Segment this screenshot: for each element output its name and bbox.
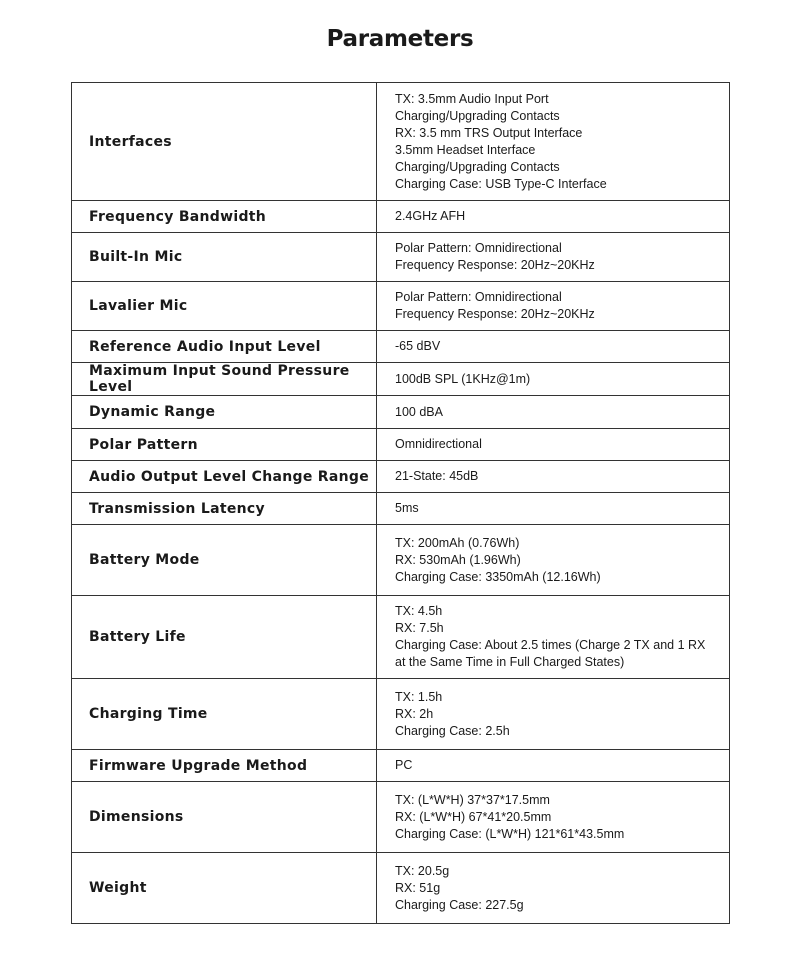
parameter-name: Frequency Bandwidth [72,201,377,233]
parameter-value [377,363,730,396]
parameter-name: Firmware Upgrade Method [72,750,377,782]
parameter-name: Charging Time [72,679,377,750]
parameters-table-body [72,83,730,924]
parameter-name: Weight [72,853,377,924]
parameter-value-line: Charging/Upgrading Contacts [395,108,560,123]
parameter-value-line: Charging Case: (L*W*H) 121*61*43.5mm [395,826,625,841]
parameter-name: Built-In Mic [72,233,377,282]
parameter-value-line: TX: 200mAh (0.76Wh) [395,535,520,550]
parameter-value-line: Charging Case: About 2.5 times (Charge 2 TX and 1 RX at the Same Time in Full Charged States) [395,638,706,669]
parameter-value-line: TX: (L*W*H) 37*37*17.5mm [395,792,550,807]
table-row [72,493,730,525]
parameter-value-line: RX: 51g [395,880,441,895]
parameter-value-line: -65 dBV [395,339,441,353]
parameter-name: Audio Output Level Change Range [72,461,377,493]
parameter-value-line: Charging Case: 3350mAh (12.16Wh) [395,569,601,584]
parameter-value-line: RX: 530mAh (1.96Wh) [395,552,521,567]
parameter-value-line: TX: 3.5mm Audio Input Port [395,91,549,106]
table-row [72,461,730,493]
parameters-table [71,82,730,924]
table-row [72,363,730,396]
parameter-value [377,83,730,201]
parameter-value-line: TX: 20.5g [395,863,450,878]
parameter-value-line: Charging Case: USB Type-C Interface [395,176,607,191]
table-row [72,782,730,853]
parameter-value-line: 3.5mm Headset Interface [395,142,536,157]
table-row [72,396,730,429]
parameter-value [377,782,730,853]
parameter-value-line: 100 dBA [395,404,443,419]
parameter-value-line: TX: 4.5h [395,604,443,618]
parameter-value [377,331,730,363]
page-title: Parameters [326,26,474,52]
parameter-value-line: RX: (L*W*H) 67*41*20.5mm [395,809,552,824]
parameter-value-line: RX: 3.5 mm TRS Output Interface [395,125,583,140]
table-row [72,282,730,331]
table-row [72,429,730,461]
parameter-value [377,750,730,782]
parameter-value [377,853,730,924]
table-row [72,201,730,233]
parameter-name: Dimensions [72,782,377,853]
table-row [72,331,730,363]
parameter-name: Maximum Input Sound Pressure Level [72,363,377,396]
parameter-value-line: 5ms [395,501,419,515]
parameter-value [377,596,730,679]
parameter-name: Polar Pattern [72,429,377,461]
parameter-value [377,396,730,429]
parameter-value [377,429,730,461]
parameter-value [377,525,730,596]
parameter-value-line: Polar Pattern: Omnidirectional [395,241,562,255]
parameter-value [377,233,730,282]
parameter-value [377,493,730,525]
parameter-value-line: Polar Pattern: Omnidirectional [395,290,562,304]
table-row [72,596,730,679]
table-row [72,525,730,596]
parameter-value-line: 21-State: 45dB [395,469,479,483]
parameter-name: Transmission Latency [72,493,377,525]
parameter-value-line: TX: 1.5h [395,689,443,704]
parameter-value [377,461,730,493]
parameter-value-line: Charging Case: 227.5g [395,897,524,912]
parameter-value-line: PC [395,758,413,772]
parameter-name: Dynamic Range [72,396,377,429]
parameter-value-line: Frequency Response: 20Hz~20KHz [395,307,595,321]
parameter-value-line: Omnidirectional [395,437,482,451]
parameter-value-line: Charging Case: 2.5h [395,723,510,738]
parameter-value-line: 2.4GHz AFH [395,209,466,223]
parameter-value-line: Frequency Response: 20Hz~20KHz [395,258,595,272]
parameter-name: Reference Audio Input Level [72,331,377,363]
table-row [72,233,730,282]
table-row [72,83,730,201]
parameter-name: Interfaces [72,83,377,201]
parameter-value [377,201,730,233]
parameter-name: Battery Mode [72,525,377,596]
table-row [72,679,730,750]
parameter-value [377,679,730,750]
parameter-value [377,282,730,331]
parameter-value-line: RX: 7.5h [395,621,444,635]
parameter-value-line: RX: 2h [395,706,434,721]
table-row [72,750,730,782]
parameter-value-line: Charging/Upgrading Contacts [395,159,560,174]
parameter-name: Lavalier Mic [72,282,377,331]
parameter-value-line: 100dB SPL (1KHz@1m) [395,371,531,386]
parameter-name: Battery Life [72,596,377,679]
table-row [72,853,730,924]
